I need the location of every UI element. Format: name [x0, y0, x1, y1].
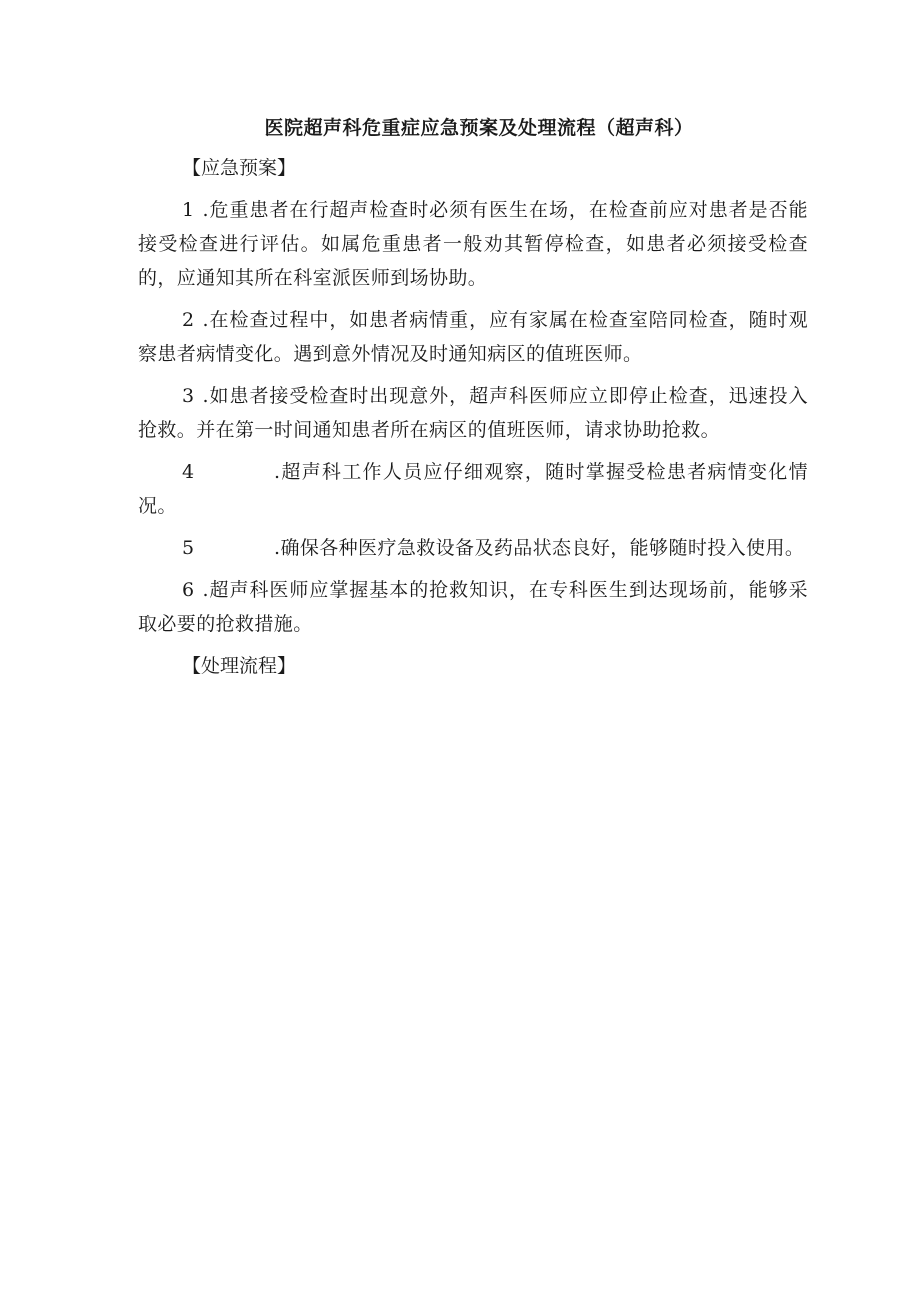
list-item [138, 379, 808, 447]
item-number: 3 [182, 385, 195, 407]
item-text: .在检查过程中，如患者病情重，应有家属在检查室陪同检查，随时观察患者病情变化。遇到意外情况及时通知病区的值班医师。 [138, 309, 808, 365]
list-item [138, 193, 808, 295]
item-number: 6 [182, 579, 195, 601]
item-text: .超声科工作人员应仔细观察，随时掌握受检患者病情变化情况。 [138, 461, 808, 517]
item-number: 1 [182, 199, 195, 221]
item-text: .超声科医师应掌握基本的抢救知识，在专科医生到达现场前，能够采取必要的抢救措施。 [138, 579, 808, 635]
section-heading-process: 【处理流程】 [182, 655, 297, 677]
list-item [138, 573, 808, 641]
item-text: .确保各种医疗急救设备及药品状态良好，能够随时投入使用。 [274, 537, 805, 559]
list-item [138, 303, 808, 371]
list-item [138, 455, 808, 523]
item-number: 4 [182, 461, 195, 483]
document-title: 医院超声科危重症应急预案及处理流程（超声科） [264, 117, 694, 139]
item-text: .危重患者在行超声检查时必须有医生在场，在检查前应对患者是否能接受检查进行评估。如属危重患者一般劝其暂停检查，如患者必须接受检查的，应通知其所在科室派医师到场协助。 [138, 199, 808, 289]
item-number: 2 [182, 309, 195, 331]
item-number: 5 [182, 537, 195, 559]
list-item [138, 531, 808, 565]
section-heading-emergency-plan: 【应急预案】 [182, 157, 297, 179]
document-page [138, 112, 808, 691]
item-text: .如患者接受检查时出现意外，超声科医师应立即停止检查，迅速投入抢救。并在第一时间通知患者所在病区的值班医师，请求协助抢救。 [138, 385, 808, 441]
